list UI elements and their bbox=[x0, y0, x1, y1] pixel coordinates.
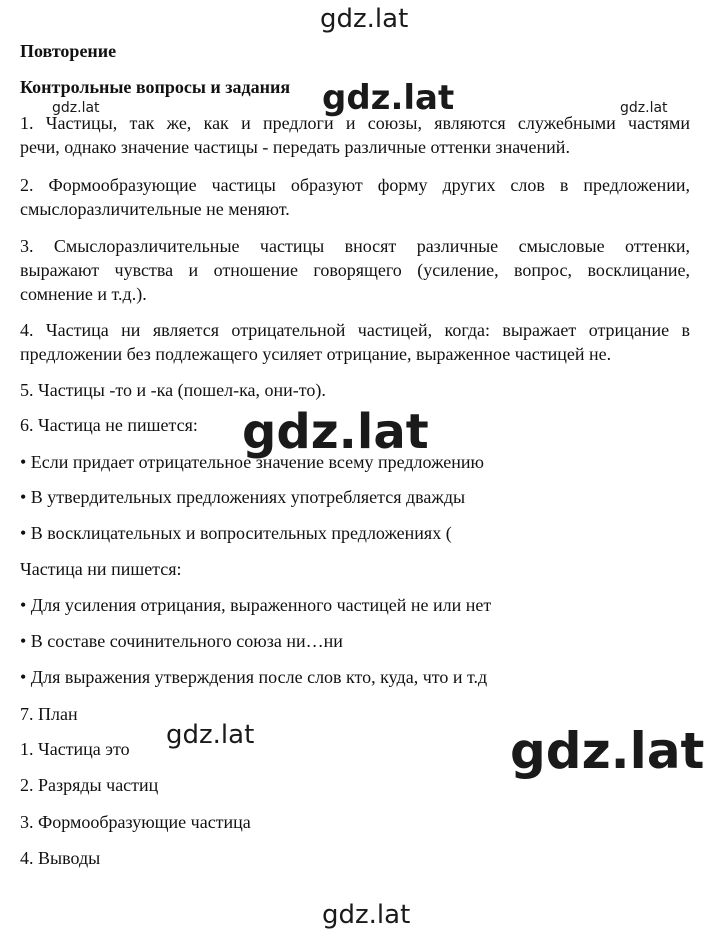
paragraph-7: Частица ни пишется: bbox=[20, 559, 182, 579]
bullet-item: • Для выражения утверждения после слов кто, куда, что и т.д bbox=[20, 667, 488, 687]
watermark-bottom: gdz.lat bbox=[322, 900, 411, 930]
bullet-item: • В восклицательных и вопросительных предложениях ( bbox=[20, 523, 452, 543]
watermark-medium-left: gdz.lat bbox=[166, 720, 255, 750]
watermark-top: gdz.lat bbox=[320, 4, 409, 34]
watermark-center: gdz.lat bbox=[242, 404, 429, 460]
plan-item: 4. Выводы bbox=[20, 848, 101, 868]
paragraph-1-line-2: речи, однако значение частицы - передать различные оттенки значений. bbox=[20, 137, 570, 157]
paragraph-plan-title: 7. План bbox=[20, 704, 78, 724]
heading-questions: Контрольные вопросы и задания bbox=[20, 77, 291, 97]
bullet-item: • Для усиления отрицания, выраженного частицей не или нет bbox=[20, 595, 492, 615]
paragraph-5: 5. Частицы -то и -ка (пошел-ка, они-то). bbox=[20, 380, 326, 400]
watermark-small-right: gdz.lat bbox=[620, 100, 668, 116]
paragraph-2-line-2: смыслоразличительные не меняют. bbox=[20, 199, 290, 219]
plan-item: 3. Формообразующие частица bbox=[20, 812, 251, 832]
watermark-heading: gdz.lat bbox=[322, 78, 455, 118]
paragraph-3-line-1: 3. Смыслоразличительные частицы вносят различные смысловые оттенки, bbox=[20, 236, 690, 256]
bullet-item: • Если придает отрицательное значение всему предложению bbox=[20, 452, 484, 472]
bullet-item: • В утвердительных предложениях употребляется дважды bbox=[20, 487, 466, 507]
watermark-large-right: gdz.lat bbox=[510, 722, 705, 780]
paragraph-6: 6. Частица не пишется: bbox=[20, 415, 198, 435]
paragraph-2-line-1: 2. Формообразующие частицы образуют форму других слов в предложении, bbox=[20, 175, 690, 195]
bullet-item: • В составе сочинительного союза ни…ни bbox=[20, 631, 343, 651]
paragraph-3-line-2: выражают чувства и отношение говорящего (усиление, вопрос, восклицание, bbox=[20, 260, 690, 280]
paragraph-3-line-3: сомнение и т.д.). bbox=[20, 284, 147, 304]
paragraph-4-line-1: 4. Частица ни является отрицательной частицей, когда: выражает отрицание в bbox=[20, 320, 690, 340]
paragraph-4-line-2: предложении без подлежащего усиляет отрицание, выраженное частицей не. bbox=[20, 344, 612, 364]
plan-item: 2. Разряды частиц bbox=[20, 775, 159, 795]
plan-item: 1. Частица это bbox=[20, 739, 130, 759]
heading-repetition: Повторение bbox=[20, 41, 117, 61]
paragraph-1-line-1: 1. Частицы, так же, как и предлоги и союзы, являются служебными частями bbox=[20, 113, 690, 133]
watermark-small-left: gdz.lat bbox=[52, 100, 100, 116]
